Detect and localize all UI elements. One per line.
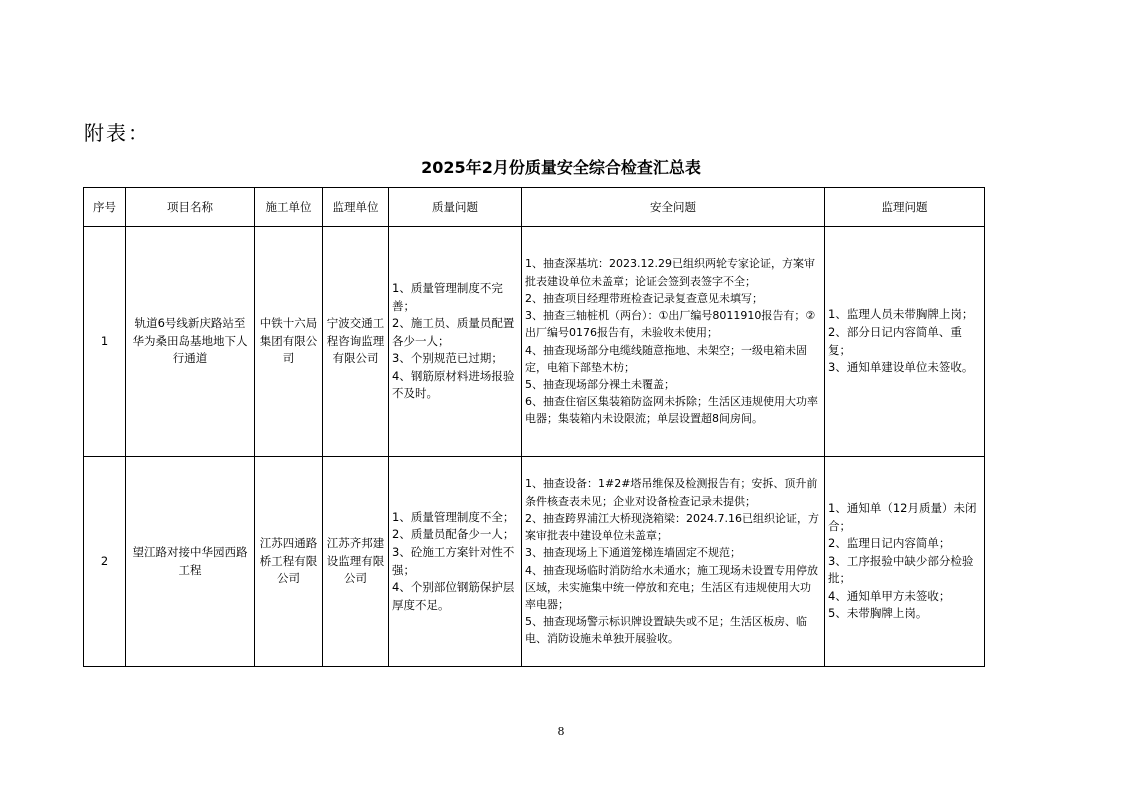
row-quality-issues: 1、质量管理制度不全； 2、质量员配备少一人； 3、砼施工方案针对性不强； 4、个别部位钢筋保护层厚度不足。 <box>389 457 522 667</box>
row-supervisor: 江苏齐邦建设监理有限公司 <box>323 457 389 667</box>
page-number: 8 <box>557 725 565 738</box>
row-quality-issues: 1、质量管理制度不完善； 2、施工员、质量员配置各少一人； 3、个别规范已过期； 4、钢筋原材料进场报验不及时。 <box>389 227 522 457</box>
table-row <box>84 227 985 457</box>
header-quality: 质量问题 <box>389 188 522 227</box>
row-safety-issues: 1、抽查深基坑：2023.12.29已组织两轮专家论证，方案审批表建设单位未盖章；论证会签到表签字不全； 2、抽查项目经理带班检查记录复查意见未填写； 3、抽查三轴桩机（两台）：①出厂编号8011910报告有；②出厂编号0176报告有，未验收未使用； 4、抽查现场部分电缆线随意拖地、未架空；一级电箱未固定，电箱下部垫木枋； 5、抽查现场部分裸土未覆盖； 6、抽查住宿区集装箱防盗网未拆除；生活区违规使用大功率电器；集装箱内未设限流；单层设置超8间房间。 <box>522 227 825 457</box>
row-supervisor: 宁波交通工程咨询监理有限公司 <box>323 227 389 457</box>
row-contractor: 中铁十六局集团有限公司 <box>255 227 323 457</box>
table-header-row <box>84 188 985 227</box>
inspection-summary-table <box>83 187 985 667</box>
row-no: 1 <box>84 227 126 457</box>
header-supervision: 监理问题 <box>825 188 985 227</box>
document-title: 2025年2月份质量安全综合检查汇总表 <box>421 158 701 177</box>
header-project: 项目名称 <box>126 188 255 227</box>
header-no: 序号 <box>84 188 126 227</box>
row-project: 轨道6号线新庆路站至华为桑田岛基地地下人行通道 <box>126 227 255 457</box>
row-contractor: 江苏四通路桥工程有限公司 <box>255 457 323 667</box>
header-supervisor: 监理单位 <box>323 188 389 227</box>
header-safety: 安全问题 <box>522 188 825 227</box>
row-supervision-issues: 1、监理人员未带胸牌上岗； 2、部分日记内容简单、重复； 3、通知单建设单位未签收。 <box>825 227 985 457</box>
header-contractor: 施工单位 <box>255 188 323 227</box>
row-project: 望江路对接中华园西路工程 <box>126 457 255 667</box>
row-supervision-issues: 1、通知单（12月质量）未闭合； 2、监理日记内容简单； 3、工序报验中缺少部分检验批； 4、通知单甲方未签收； 5、未带胸牌上岗。 <box>825 457 985 667</box>
row-no: 2 <box>84 457 126 667</box>
row-safety-issues: 1、抽查设备：1#2#塔吊维保及检测报告有；安拆、顶升前条件核查表未见；企业对设备检查记录未提供； 2、抽查跨界浦江大桥现浇箱梁：2024.7.16已组织论证，方案审批表中建设单位未盖章； 3、抽查现场上下通道笼梯连墙固定不规范； 4、抽查现场临时消防给水未通水；施工现场未设置专用停放区域，未实施集中统一停放和充电；生活区有违规使用大功率电器； 5、抽查现场警示标识牌设置缺失或不足；生活区板房、临电、消防设施未单独开展验收。 <box>522 457 825 667</box>
table-row <box>84 457 985 667</box>
appendix-label: 附表： <box>84 121 150 145</box>
